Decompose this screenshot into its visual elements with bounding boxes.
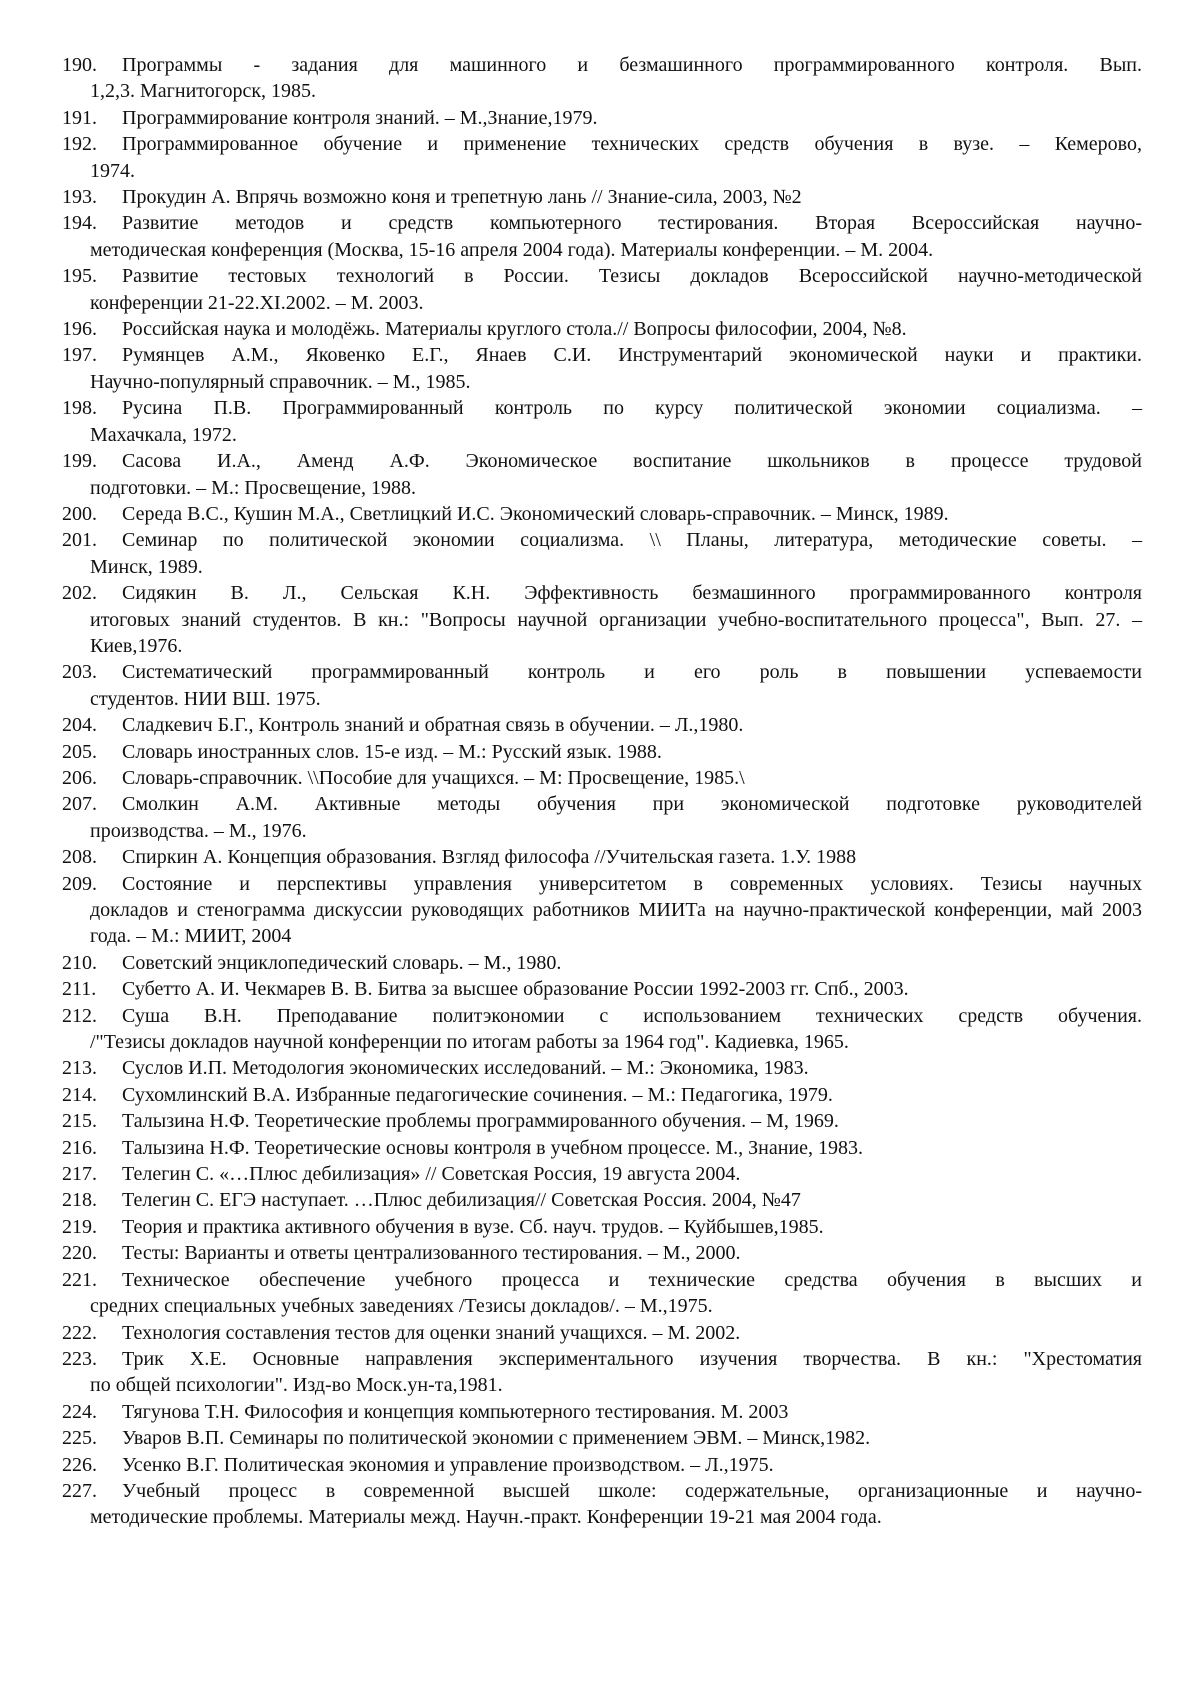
entry-text — [122, 184, 1142, 210]
entry-continuation: 1,2,3. Магнитогорск, 1985. — [90, 80, 317, 103]
entry-number: 196. — [62, 318, 97, 341]
bibliography-entry — [62, 871, 1142, 950]
bibliography-entry — [62, 184, 1142, 210]
entry-number: 202. — [62, 582, 97, 605]
entry-number: 191. — [62, 106, 97, 129]
entry-first-line: Программы - задания для машинного и безмашинного программированного контроля. Вып. — [122, 54, 1142, 76]
entry-number: 226. — [62, 1453, 97, 1476]
entry-text — [122, 1320, 1142, 1346]
entry-first-line: Середа В.С., Кушин М.А., Светлицкий И.С. Экономический словарь-справочник. – Минск, 1989. — [122, 502, 949, 525]
entry-number: 223. — [62, 1347, 97, 1370]
entry-text — [122, 1399, 1142, 1425]
bibliography-entry — [62, 659, 1142, 712]
bibliography-entry — [62, 1320, 1142, 1346]
entry-text — [90, 342, 1142, 395]
entry-text — [122, 765, 1142, 791]
entry-continuation: методическая конференция (Москва, 15-16 апреля 2004 года). Материалы конференции. – М. 2004. — [90, 238, 934, 261]
entry-first-line: Сасова И.А., Аменд А.Ф. Экономическое воспитание школьников в процессе трудовой — [122, 450, 1142, 473]
bibliography-entry — [62, 1425, 1142, 1451]
entry-first-line: Тягунова Т.Н. Философия и концепция компьютерного тестирования. М. 2003 — [122, 1400, 789, 1423]
entry-text — [122, 1161, 1142, 1187]
entry-first-line: Программирование контроля знаний. – М.,Знание,1979. — [122, 106, 598, 129]
entry-text — [90, 871, 1142, 950]
entry-continuation: Минск, 1989. — [90, 555, 203, 578]
bibliography-entry — [62, 527, 1142, 580]
bibliography-entry — [62, 210, 1142, 263]
entry-text — [90, 448, 1142, 501]
entry-number: 222. — [62, 1321, 97, 1344]
bibliography-entry — [62, 342, 1142, 395]
bibliography-entry — [62, 1346, 1142, 1399]
entry-first-line: Уваров В.П. Семинары по политической экономии с применением ЭВМ. – Минск,1982. — [122, 1427, 871, 1450]
entry-number: 201. — [62, 529, 97, 552]
entry-number: 203. — [62, 661, 97, 684]
entry-number: 192. — [62, 133, 97, 156]
bibliography-entry — [62, 1003, 1142, 1056]
entry-number: 221. — [62, 1268, 97, 1291]
bibliography-list — [62, 52, 1142, 1531]
entry-number: 194. — [62, 212, 97, 235]
entry-first-line: Состояние и перспективы управления университетом в современных условиях. Тезисы научных — [122, 872, 1142, 895]
entry-first-line: Развитие тестовых технологий в России. Тезисы докладов Всероссийской научно-методической — [122, 265, 1142, 288]
bibliography-entry — [62, 765, 1142, 791]
entry-continuation: Махачкала, 1972. — [90, 423, 237, 446]
bibliography-entry — [62, 131, 1142, 184]
entry-text — [90, 52, 1142, 105]
entry-number: 207. — [62, 793, 97, 816]
entry-text — [122, 1452, 1142, 1478]
entry-text — [90, 395, 1142, 448]
bibliography-entry — [62, 105, 1142, 131]
entry-first-line: Теория и практика активного обучения в вузе. Сб. науч. трудов. – Куйбышев,1985. — [122, 1215, 824, 1238]
bibliography-entry — [62, 263, 1142, 316]
bibliography-entry — [62, 1214, 1142, 1240]
entry-text — [122, 1240, 1142, 1266]
entry-first-line: Словарь-справочник. \\Пособие для учащихся. – М: Просвещение, 1985.\ — [122, 766, 745, 789]
entry-number: 211. — [62, 978, 97, 1001]
entry-text — [90, 1267, 1142, 1320]
entry-text — [122, 1055, 1142, 1081]
entry-text — [122, 1214, 1142, 1240]
entry-number: 218. — [62, 1189, 97, 1212]
entry-text — [122, 712, 1142, 738]
entry-number: 212. — [62, 1004, 97, 1027]
entry-number: 216. — [62, 1136, 97, 1159]
entry-first-line: Телегин С. «…Плюс дебилизация» // Советская Россия, 19 августа 2004. — [122, 1163, 741, 1186]
bibliography-entry — [62, 316, 1142, 342]
entry-number: 197. — [62, 344, 97, 367]
entry-first-line: Программированное обучение и применение технических средств обучения в вузе. – Кемерово, — [122, 133, 1142, 156]
entry-number: 198. — [62, 397, 97, 420]
bibliography-entry — [62, 950, 1142, 976]
entry-first-line: Сидякин В. Л., Сельская К.Н. Эффективность безмашинного программированного контроля — [122, 582, 1142, 605]
entry-text — [122, 739, 1142, 765]
entry-text — [90, 210, 1142, 263]
entry-continuation: студентов. НИИ ВШ. 1975. — [90, 687, 321, 710]
entry-number: 193. — [62, 186, 97, 209]
bibliography-entry — [62, 1240, 1142, 1266]
entry-number: 206. — [62, 766, 97, 789]
entry-number: 210. — [62, 951, 97, 974]
entry-text — [122, 844, 1142, 870]
entry-text — [90, 1346, 1142, 1399]
entry-first-line: Прокудин А. Впрячь возможно коня и трепетную лань // Знание-сила, 2003, №2 — [122, 186, 802, 209]
bibliography-entry — [62, 1082, 1142, 1108]
entry-first-line: Российская наука и молодёжь. Материалы круглого стола.// Вопросы философии, 2004, №8. — [122, 318, 907, 341]
entry-number: 208. — [62, 846, 97, 869]
entry-continuation: докладов и стенограмма дискуссии руководящих работников МИИТа на научно-практической конференции, май 2003 года. – М.: МИИТ, 2004 — [90, 899, 1142, 948]
bibliography-entry — [62, 1267, 1142, 1320]
entry-continuation: итоговых знаний студентов. В кн.: "Вопросы научной организации учебно-воспитательного процесса", Вып. 27. – Киев,1976. — [90, 608, 1142, 657]
entry-continuation: 1974. — [90, 159, 135, 182]
bibliography-entry — [62, 1452, 1142, 1478]
bibliography-entry — [62, 448, 1142, 501]
entry-number: 227. — [62, 1479, 97, 1502]
entry-text — [122, 1187, 1142, 1213]
entry-number: 190. — [62, 54, 97, 76]
entry-number: 220. — [62, 1242, 97, 1265]
entry-continuation: методические проблемы. Материалы межд. Научн.-практ. Конференции 19-21 мая 2004 года. — [90, 1506, 882, 1529]
bibliography-entry — [62, 395, 1142, 448]
entry-continuation: Научно-популярный справочник. – М., 1985. — [90, 370, 471, 393]
entry-text — [122, 316, 1142, 342]
entry-first-line: Систематический программированный контроль и его роль в повышении успеваемости — [122, 661, 1142, 684]
entry-number: 213. — [62, 1057, 97, 1080]
entry-number: 224. — [62, 1400, 97, 1423]
bibliography-entry — [62, 1187, 1142, 1213]
entry-continuation: подготовки. – М.: Просвещение, 1988. — [90, 476, 417, 499]
bibliography-entry — [62, 712, 1142, 738]
entry-text — [122, 1425, 1142, 1451]
bibliography-entry — [62, 1399, 1142, 1425]
entry-number: 205. — [62, 740, 97, 763]
entry-first-line: Словарь иностранных слов. 15-е изд. – М.: Русский язык. 1988. — [122, 740, 662, 763]
entry-number: 217. — [62, 1163, 97, 1186]
entry-first-line: Субетто А. И. Чекмарев В. В. Битва за высшее образование России 1992-2003 гг. Спб., 2003. — [122, 978, 909, 1001]
bibliography-entry — [62, 52, 1142, 105]
entry-number: 215. — [62, 1110, 97, 1133]
entry-number: 219. — [62, 1215, 97, 1238]
entry-text — [122, 950, 1142, 976]
entry-first-line: Трик Х.Е. Основные направления экспериментального изучения творчества. В кн.: "Хрестоматия — [122, 1347, 1142, 1370]
entry-first-line: Суша В.Н. Преподавание политэкономии с использованием технических средств обучения. — [122, 1004, 1142, 1027]
bibliography-entry — [62, 844, 1142, 870]
entry-continuation: по общей психологии". Изд-во Моск.ун-та,1981. — [90, 1374, 503, 1397]
entry-first-line: Талызина Н.Ф. Теоретические основы контроля в учебном процессе. М., Знание, 1983. — [122, 1136, 863, 1159]
bibliography-entry — [62, 791, 1142, 844]
entry-number: 214. — [62, 1083, 97, 1106]
entry-text — [122, 105, 1142, 131]
entry-continuation: конференции 21-22.XI.2002. – М. 2003. — [90, 291, 424, 314]
entry-continuation: /"Тезисы докладов научной конференции по итогам работы за 1964 год". Кадиевка, 1965. — [90, 1031, 849, 1054]
entry-number: 195. — [62, 265, 97, 288]
entry-text — [90, 263, 1142, 316]
entry-first-line: Техническое обеспечение учебного процесса и технические средства обучения в высших и — [122, 1268, 1142, 1291]
entry-number: 225. — [62, 1427, 97, 1450]
bibliography-entry — [62, 739, 1142, 765]
entry-first-line: Учебный процесс в современной высшей школе: содержательные, организационные и научно- — [122, 1479, 1142, 1502]
entry-first-line: Сладкевич Б.Г., Контроль знаний и обратная связь в обучении. – Л.,1980. — [122, 714, 744, 737]
bibliography-entry — [62, 1135, 1142, 1161]
bibliography-entry — [62, 1478, 1142, 1531]
bibliography-entry — [62, 1108, 1142, 1134]
bibliography-entry — [62, 976, 1142, 1002]
entry-first-line: Развитие методов и средств компьютерного тестирования. Вторая Всероссийская научно- — [122, 212, 1142, 235]
entry-first-line: Тесты: Варианты и ответы централизованного тестирования. – М., 2000. — [122, 1242, 741, 1265]
entry-first-line: Суслов И.П. Методология экономических исследований. – М.: Экономика, 1983. — [122, 1057, 809, 1080]
entry-first-line: Семинар по политической экономии социализма. \\ Планы, литература, методические советы. – — [122, 529, 1142, 552]
entry-text — [122, 1108, 1142, 1134]
entry-number: 209. — [62, 872, 97, 895]
entry-text — [90, 527, 1142, 580]
entry-number: 204. — [62, 714, 97, 737]
entry-first-line: Румянцев А.М., Яковенко Е.Г., Янаев С.И. Инструментарий экономической науки и практики. — [122, 344, 1142, 367]
entry-text — [122, 1082, 1142, 1108]
entry-text — [90, 791, 1142, 844]
bibliography-entry — [62, 580, 1142, 659]
entry-first-line: Русина П.В. Программированный контроль по курсу политической экономии социализма. – — [122, 397, 1142, 420]
entry-first-line: Смолкин А.М. Активные методы обучения при экономической подготовке руководителей — [122, 793, 1142, 816]
entry-text — [90, 131, 1142, 184]
entry-first-line: Сухомлинский В.А. Избранные педагогические сочинения. – М.: Педагогика, 1979. — [122, 1083, 833, 1106]
entry-continuation: производства. – М., 1976. — [90, 819, 307, 842]
entry-first-line: Спиркин А. Концепция образования. Взгляд философа //Учительская газета. 1.У. 1988 — [122, 846, 857, 869]
entry-first-line: Советский энциклопедический словарь. – М., 1980. — [122, 951, 562, 974]
entry-first-line: Телегин С. ЕГЭ наступает. …Плюс дебилизация// Советская Россия. 2004, №47 — [122, 1189, 801, 1212]
entry-continuation: средних специальных учебных заведениях /Тезисы докладов/. – М.,1975. — [90, 1295, 713, 1318]
entry-text — [90, 1003, 1142, 1056]
bibliography-entry — [62, 501, 1142, 527]
entry-text — [90, 659, 1142, 712]
entry-text — [122, 501, 1142, 527]
entry-text — [122, 976, 1142, 1002]
entry-first-line: Усенко В.Г. Политическая экономия и управление производством. – Л.,1975. — [122, 1453, 774, 1476]
bibliography-entry — [62, 1055, 1142, 1081]
entry-text — [90, 1478, 1142, 1531]
entry-text — [122, 1135, 1142, 1161]
entry-number: 200. — [62, 502, 97, 525]
entry-number: 199. — [62, 450, 97, 473]
entry-first-line: Талызина Н.Ф. Теоретические проблемы программированного обучения. – М, 1969. — [122, 1110, 839, 1133]
entry-first-line: Технология составления тестов для оценки знаний учащихся. – М. 2002. — [122, 1321, 741, 1344]
entry-text — [90, 580, 1142, 659]
bibliography-entry — [62, 1161, 1142, 1187]
